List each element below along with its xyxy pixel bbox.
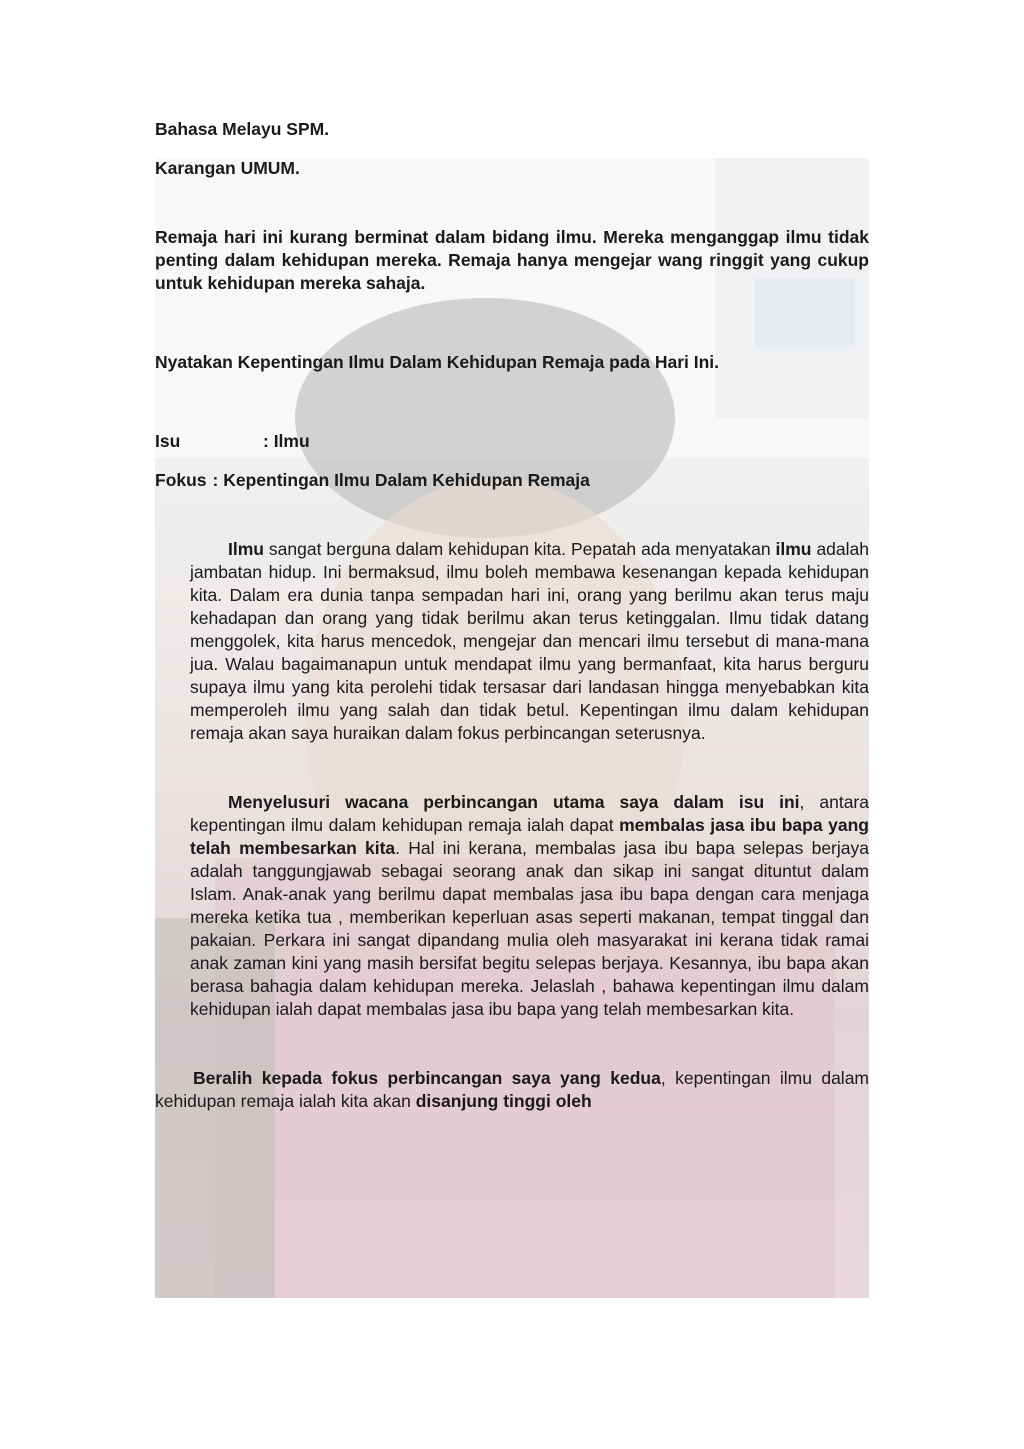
essay-question: Nyatakan Kepentingan Ilmu Dalam Kehidupan Remaja pada Hari Ini.: [155, 352, 720, 372]
paragraph3-bold-1: Beralih kepada fokus perbincangan saya yang kedua: [193, 1068, 661, 1088]
fokus-row: [155, 469, 869, 492]
essay-prompt: Remaja hari ini kurang berminat dalam bidang ilmu. Mereka menganggap ilmu tidak penting dalam kehidupan mereka. Remaja hanya mengejar wang ringgit yang cukup untuk kehidupan mereka sahaja.: [155, 227, 869, 293]
paragraph2-bold-2: membalas jasa ibu bapa yang telah membesarkan kita: [190, 815, 869, 858]
essay-type-line: Karangan UMUM.: [155, 158, 300, 178]
paragraph-first-point: [190, 791, 869, 1021]
isu-row: [155, 430, 869, 453]
paragraph2-text-1: , antara kepentingan ilmu dalam kehidupan remaja ialah dapat: [190, 792, 869, 835]
paragraph-introduction: [190, 538, 869, 745]
fokus-value: : Kepentingan Ilmu Dalam Kehidupan Remaja: [212, 470, 590, 490]
isu-value: : Ilmu: [263, 431, 310, 451]
fokus-label: Fokus: [155, 470, 207, 490]
paragraph2-text-2: . Hal ini kerana, membalas jasa ibu bapa selepas berjaya adalah tanggungjawab sebagai seorang anak dan sikap ini sangat dituntut dalam Islam. Anak-anak yang berilmu dapat membalas jasa ibu bapa dengan cara menjaga mereka ketika tua , memberikan keperluan asas seperti makanan, tempat tinggal dan pakaian. Perkara ini sangat dipandang mulia oleh masyarakat ini kerana tidak ramai anak zaman kini yang masih bersifat begitu selepas berjaya. Kesannya, ibu bapa akan berasa bahagia dalam kehidupan mereka. Jelaslah , bahawa kepentingan ilmu dalam kehidupan ialah dapat membalas jasa ibu bapa yang telah membesarkan kita.: [190, 838, 869, 1019]
paragraph1-bold-2: ilmu: [775, 539, 812, 559]
paragraph1-bold-1: Ilmu: [228, 539, 264, 559]
paragraph3-text-1: , kepentingan ilmu dalam kehidupan remaja ialah kita akan: [155, 1068, 870, 1111]
subject-line: Bahasa Melayu SPM.: [155, 119, 330, 139]
document-body: [155, 118, 869, 1113]
isu-label: Isu: [155, 431, 181, 451]
paragraph2-bold-1: Menyelusuri wacana perbincangan utama saya dalam isu ini: [228, 792, 800, 812]
paragraph1-text-1: sangat berguna dalam kehidupan kita. Pepatah ada menyatakan: [263, 539, 776, 559]
paragraph3-bold-2: disanjung tinggi oleh: [415, 1091, 592, 1111]
paragraph-second-point: [155, 1067, 869, 1113]
paragraph1-text-2: adalah jambatan hidup. Ini bermaksud, ilmu boleh membawa kesenangan kepada kehidupan kita. Dalam era dunia tanpa sempadan hari ini, orang yang berilmu akan terus maju kehadapan dan orang yang tidak berilmu akan terus ketinggalan. Ilmu tidak datang menggolek, kita harus mencedok, mengejar dan mencari ilmu tersebut di mana-mana jua. Walau bagaimanapun untuk mendapat ilmu yang bermanfaat, kita harus berguru supaya ilmu yang kita perolehi tidak tersasar dari landasan hingga menyebabkan kita memperoleh ilmu yang salah dan tidak betul. Kepentingan ilmu dalam kehidupan remaja akan saya huraikan dalam fokus perbincangan seterusnya.: [190, 539, 869, 743]
